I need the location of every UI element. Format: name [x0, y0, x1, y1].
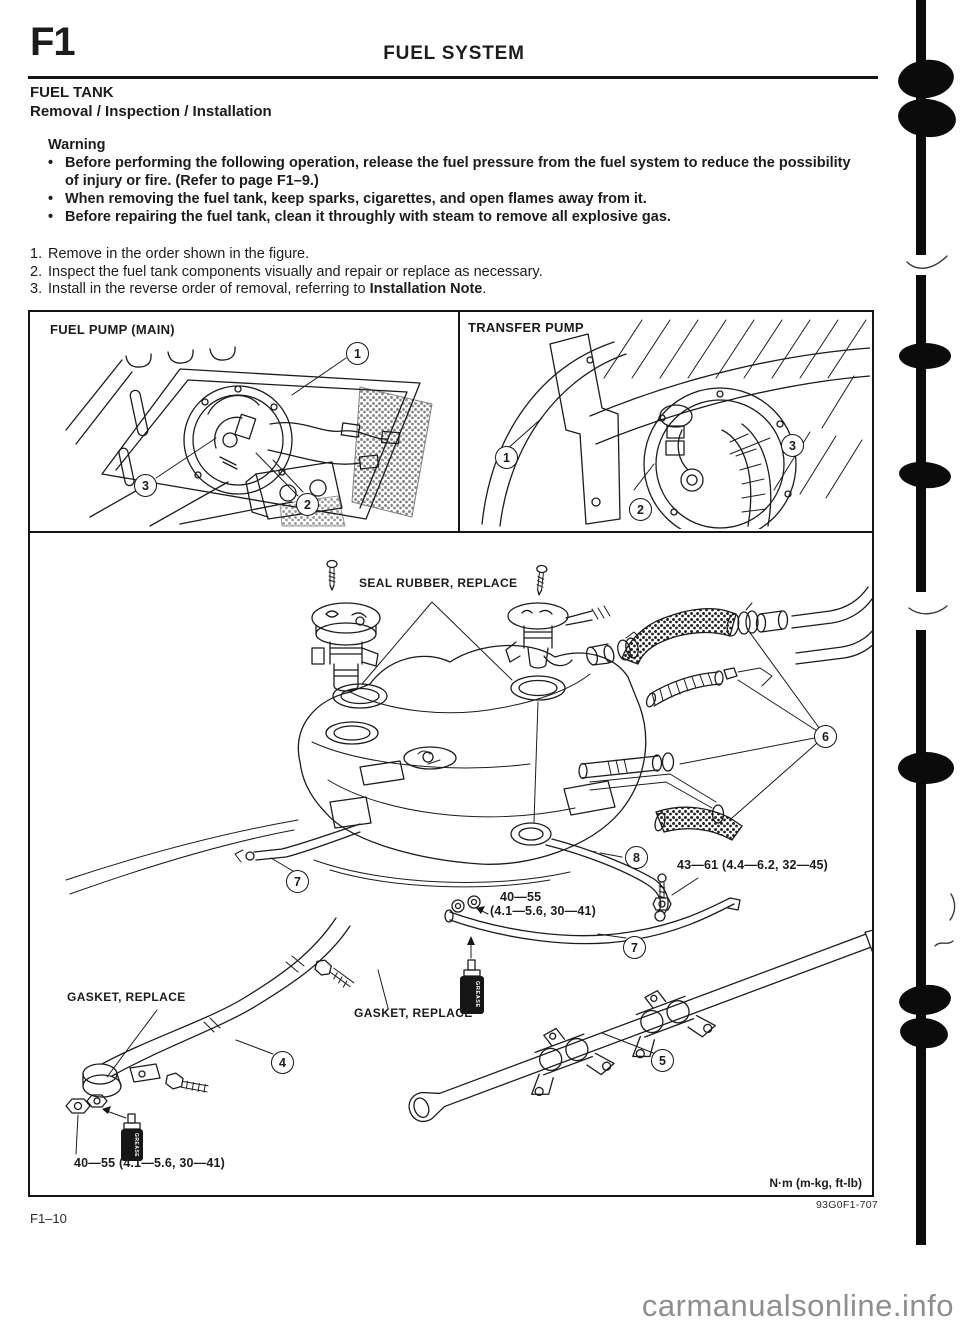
units-note: N·m (m-kg, ft-lb): [769, 1176, 862, 1190]
warning-title: Warning: [48, 137, 106, 153]
header-rule: [28, 76, 878, 79]
main-fuel-pump-unit: [312, 603, 380, 691]
step-text: Remove in the order shown in the figure.: [48, 246, 310, 262]
callout-1: 1: [495, 446, 518, 469]
procedure-steps: [30, 246, 872, 299]
bolt-icon: [165, 1072, 209, 1095]
grease-can-label: GREASE: [474, 981, 480, 1008]
bullet-icon: •: [48, 191, 54, 207]
figure-box: [28, 310, 874, 1197]
callout-6: 6: [814, 725, 837, 748]
torque-mid-detail: (4.1—5.6, 30—41): [490, 904, 597, 918]
warning-text: Before performing the following operation, release the fuel pressure from the fuel system to reduce the possibility of injury or fire. (Refer to page F1–9.): [65, 155, 851, 189]
step-number: 2.: [30, 263, 43, 280]
step-number: 3.: [30, 281, 43, 297]
callout-3: 3: [134, 474, 157, 497]
panel-title-fuel-pump-main: FUEL PUMP (MAIN): [50, 322, 175, 337]
callout-2: 2: [296, 493, 319, 516]
transfer-pump-drawing: [482, 320, 870, 540]
grease-can-label: GREASE: [133, 1133, 139, 1158]
gasket-label-right: GASKET, REPLACE: [354, 1006, 473, 1020]
page-number: F1–10: [30, 1211, 67, 1226]
figure-code: 93G0F1-707: [816, 1199, 878, 1211]
callout-3: 3: [781, 434, 804, 457]
screw-icon: [327, 561, 337, 591]
torque-mid-value: 40—55: [500, 890, 542, 904]
breather-pipe: [66, 820, 360, 894]
filler-hoses: [579, 587, 872, 840]
section-code: F1: [30, 20, 75, 64]
component-heading: FUEL TANK: [30, 84, 114, 101]
step-number: 1.: [30, 246, 43, 262]
grease-can: [460, 936, 484, 1014]
callout-8: 8: [625, 846, 648, 869]
fuel-pump-main-drawing: [66, 347, 432, 526]
step-text: Inspect the fuel tank components visually and repair or replace as necessary.: [48, 263, 543, 280]
procedure-heading: Removal / Inspection / Installation: [30, 103, 272, 120]
watermark: carmanualsonline.info: [641, 1288, 954, 1323]
grease-can: [102, 1106, 143, 1161]
step-3: [30, 281, 872, 299]
warning-item: [48, 208, 860, 226]
callout-4: 4: [271, 1051, 294, 1074]
warning-item: [48, 190, 860, 208]
binder-spine: [895, 0, 960, 1327]
installation-note-ref: Installation Note: [369, 281, 483, 297]
filler-pipe: [83, 918, 388, 1097]
torque-stud-label: 43—61 (4.4—6.2, 32—45): [677, 858, 829, 872]
page-title: FUEL SYSTEM: [383, 43, 525, 64]
fuel-tank-body: [298, 646, 645, 887]
figure-artwork: [30, 312, 872, 1193]
callout-7: 7: [286, 870, 309, 893]
transfer-pump-unit: [506, 603, 610, 668]
seal-rubber-label: SEAL RUBBER, REPLACE: [359, 576, 518, 590]
callout-7: 7: [623, 936, 646, 959]
warning-block: [48, 136, 860, 226]
warning-item: [48, 154, 860, 190]
gasket-label-left: GASKET, REPLACE: [67, 990, 186, 1004]
warning-text: Before repairing the fuel tank, clean it throughly with steam to remove all explosive gas.: [65, 209, 671, 225]
warning-text: When removing the fuel tank, keep sparks, cigarettes, and open flames away from it.: [65, 191, 647, 207]
panel-title-transfer-pump: TRANSFER PUMP: [468, 320, 584, 335]
bullet-icon: •: [48, 155, 54, 171]
bullet-icon: •: [48, 209, 54, 225]
callout-1: 1: [346, 342, 369, 365]
callout-2: 2: [629, 498, 652, 521]
screw-icon: [534, 565, 547, 595]
torque-bottom-label: 40—55 (4.1—5.6, 30—41): [74, 1156, 226, 1170]
step-2: [30, 264, 872, 282]
step-text: Install in the reverse order of removal, referring to Installation Note.: [48, 281, 487, 297]
callout-5: 5: [651, 1049, 674, 1072]
step-1: [30, 246, 872, 264]
